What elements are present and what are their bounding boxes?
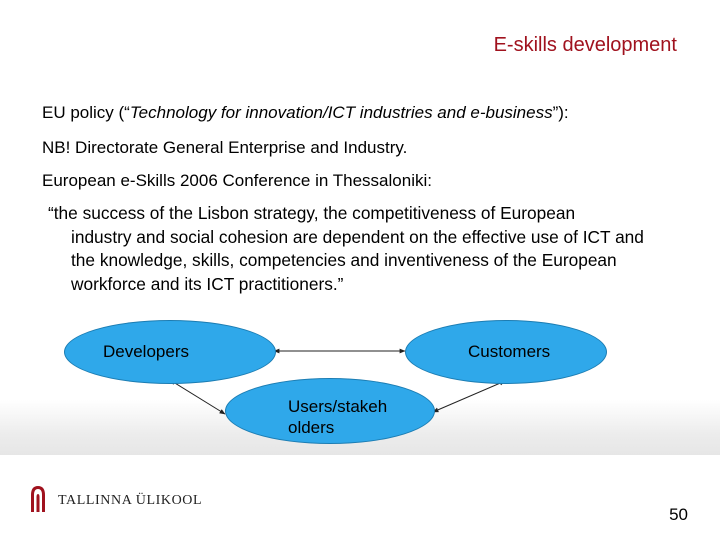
users-label-line-2: olders xyxy=(288,418,335,437)
users-node xyxy=(225,378,435,444)
customers-node xyxy=(405,320,607,384)
developers-node xyxy=(64,320,276,384)
policy-prefix: EU policy (“ xyxy=(42,103,130,122)
users-label xyxy=(288,396,388,438)
customers-label: Customers xyxy=(468,342,551,361)
policy-suffix: ”): xyxy=(552,103,569,122)
edge-developers-users xyxy=(170,380,225,414)
nb-line: NB! Directorate General Enterprise and Industry. xyxy=(42,138,408,157)
institution-name: TALLINNA ÜLIKOOL xyxy=(58,493,203,508)
quote-first-line: “the success of the Lisbon strategy, the competitiveness of European xyxy=(48,203,576,223)
policy-italic: Technology for innovation/ICT industries and e-business xyxy=(129,103,553,122)
developers-label: Developers xyxy=(103,342,189,361)
page-number: 50 xyxy=(669,505,688,524)
university-arch-logo-icon xyxy=(28,483,48,513)
slide-title: E-skills development xyxy=(493,34,677,56)
edge-customers-users xyxy=(433,381,505,412)
users-label-line-1: Users/stakeh xyxy=(288,397,388,416)
quote-rest: industry and social cohesion are dependent on the effective use of ICT and the knowledge, skills, competencies and inventiveness of the European workforce and its ICT practitioners.” xyxy=(71,226,644,294)
conference-line: European e-Skills 2006 Conference in Thessaloniki: xyxy=(42,171,432,190)
